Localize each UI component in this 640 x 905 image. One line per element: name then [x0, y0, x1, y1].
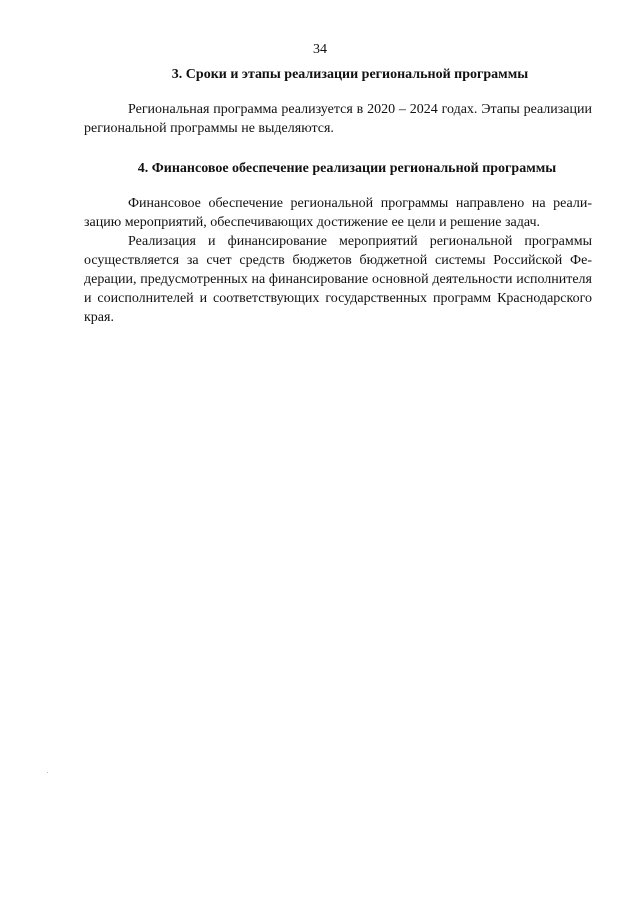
- section-4-paragraph-1: Финансовое обеспечение региональной программы направлено на реализацию мероприятий, обеспечивающих достижение ее цели и решение задач.: [84, 196, 592, 230]
- section-3-paragraph: Региональная программа реализуется в 2020 – 2024 годах. Этапы реализации региональной программы не выделяются.: [84, 102, 592, 136]
- scan-speck: [47, 772, 48, 773]
- section-4-paragraph-2: Реализация и финансирование мероприятий региональной программы осуществляется за счет средств бюджетов бюджетной системы Российской Федерации, предусмотренных на финансирование основной деятельности исполнителя и соисполнителей и соответствующих государственных программ Краснодарского края.: [84, 234, 592, 325]
- page-number: 34: [313, 42, 327, 57]
- section-3-heading: 3. Сроки и этапы реализации региональной программы: [171, 67, 529, 82]
- section-4-heading: 4. Финансовое обеспечение реализации региональной программы: [137, 161, 557, 176]
- page-content: [84, 66, 592, 327]
